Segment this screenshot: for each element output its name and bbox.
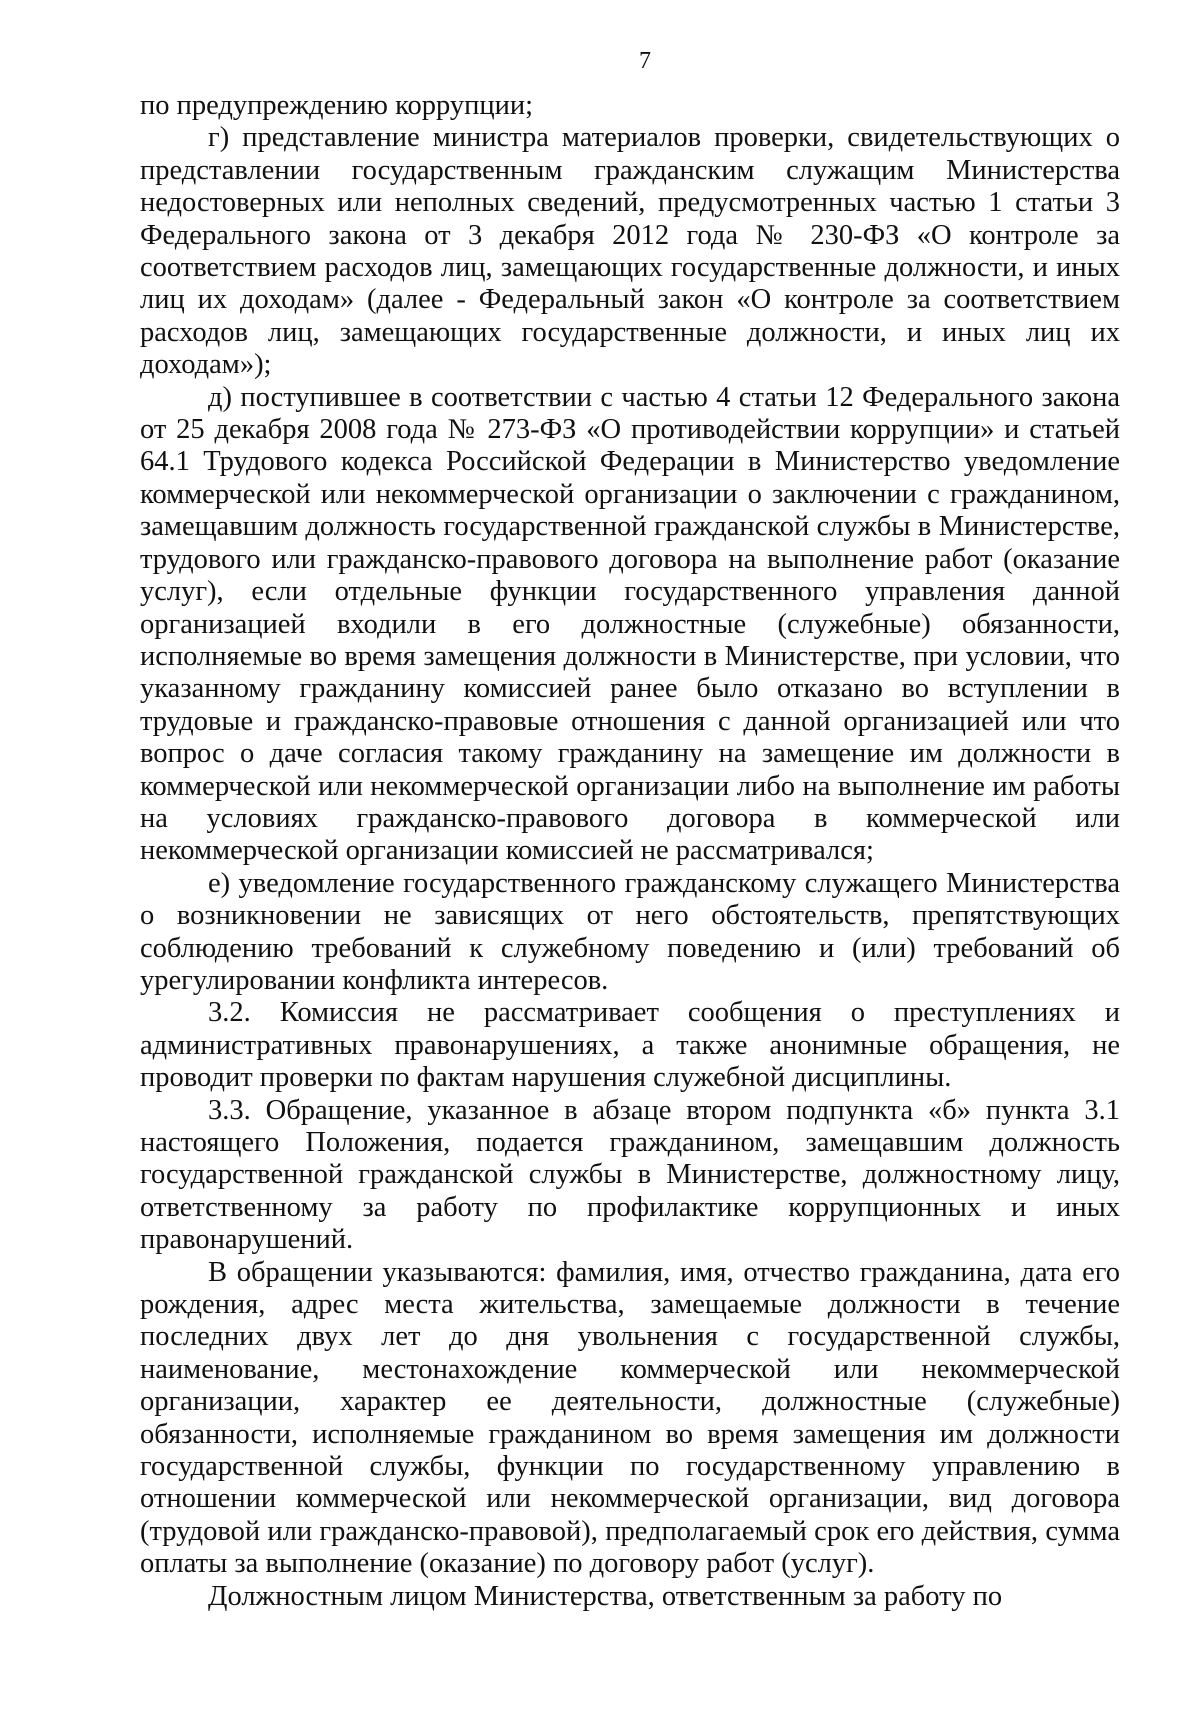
paragraph-3-3: 3.3. Обращение, указанное в абзаце втором подпункта «б» пункта 3.1 настоящего Положения, подается гражданином, замещавшим должность государственной гражданской службы в Министерстве, должностному лицу, ответственному за работу по профилактике коррупционных и иных правонарушений. [140,1094,1120,1256]
paragraph-official-responsible: Должностным лицом Министерства, ответственным за работу по [208,1580,1003,1612]
paragraph-item-g: г) представление министра материалов проверки, свидетельствующих о представлении государственным гражданским служащим Министерства недостоверных или неполных сведений, предусмотренных частью 1 статьи 3 Федерального закона от 3 декабря 2012 года № 230-ФЗ «О контроле за соответствием расходов лиц, замещающих государственные должности, и иных лиц их доходам» (далее - Федеральный закон «О контроле за соответствием расходов лиц, замещающих государственные должности, и иных лиц их доходам»); [140,122,1120,381]
paragraph-appeal-contents: В обращении указываются: фамилия, имя, отчество гражданина, дата его рождения, адрес места жительства, замещаемые должности в течение последних двух лет до дня увольнения с государственной службы, наименование, местонахождение коммерческой или некоммерческой организации, характер ее деятельности, должностные (служебные) обязанности, исполняемые гражданином во время замещения им должности государственной службы, функции по государственному управлению в отношении коммерческой или некоммерческой организации, вид договора (трудовой или гражданско-правовой), предполагаемый срок его действия, сумма оплаты за выполнение (оказание) по договору работ (услуг). [140,1256,1120,1580]
paragraph-item-e: е) уведомление государственного гражданскому служащего Министерства о возникновении не зависящих от него обстоятельств, препятствующих соблюдению требований к служебному поведению и (или) требований об урегулировании конфликта интересов. [140,867,1120,996]
paragraph-continuation: по предупреждению коррупции; [140,90,534,121]
page-number: 7 [639,48,651,74]
paragraph-3-2: 3.2. Комиссия не рассматривает сообщения о преступлениях и административных правонарушениях, а также анонимные обращения, не проводит проверки по фактам нарушения служебной дисциплины. [140,997,1120,1094]
paragraph-item-d: д) поступившее в соответствии с частью 4 статьи 12 Федерального закона от 25 декабря 2008 года № 273-ФЗ «О противодействии коррупции» и статьей 64.1 Трудового кодекса Российской Федерации в Министерство уведомление коммерческой или некоммерческой организации о заключении с гражданином, замещавшим должность государственной гражданской службы в Министерстве, трудового или гражданско-правового договора на выполнение работ (оказание услуг), если отдельные функции государственного управления данной организацией входили в его должностные (служебные) обязанности, исполняемые во время замещения должности в Министерстве, при условии, что указанному гражданину комиссией ранее было отказано во вступлении в трудовые и гражданско-правовые отношения с данной организацией или что вопрос о даче согласия такому гражданину на замещение им должности в коммерческой или некоммерческой организации либо на выполнение им работы на условиях гражданско-правового договора в коммерческой или некоммерческой организации комиссией не рассматривался; [140,381,1120,867]
document-page [140,46,1120,1613]
